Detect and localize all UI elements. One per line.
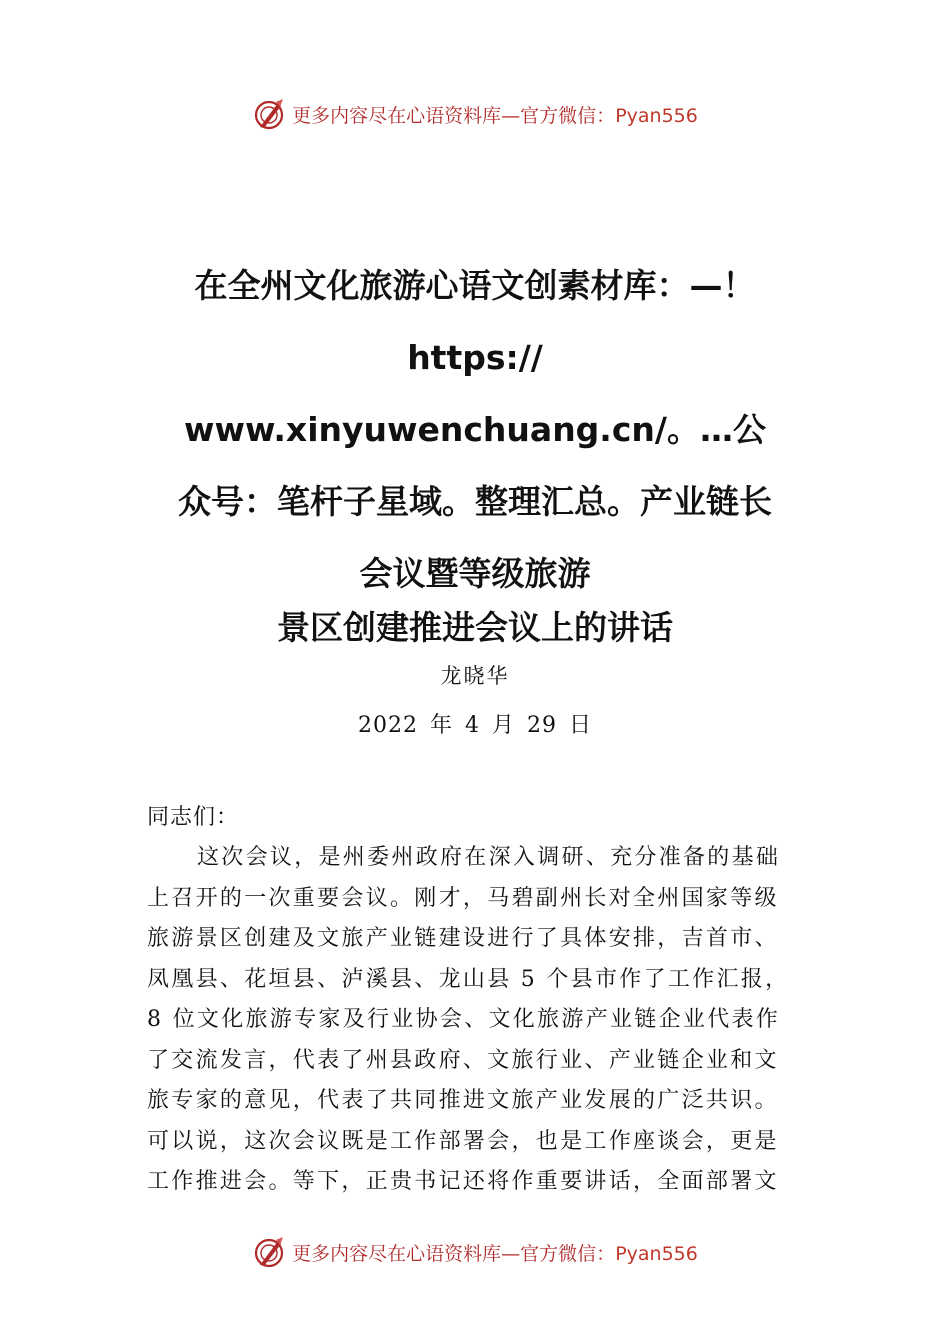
body-line: 8 位文化旅游专家及行业协会、文化旅游产业链企业代表作 xyxy=(147,1007,781,1032)
quill-seal-icon xyxy=(252,1235,286,1269)
title-line: www.xinyuwenchuang.cn/。…公 xyxy=(184,410,766,449)
banner-wechat-account: Pyan556 xyxy=(615,104,698,127)
banner-wechat-account: Pyan556 xyxy=(615,1242,698,1265)
title-line: https:// xyxy=(407,338,543,377)
quill-seal-icon xyxy=(252,97,286,131)
title-line: 会议暨等级旅游 xyxy=(359,554,591,593)
speech-date: 2022 年 4 月 29 日 xyxy=(358,713,592,738)
banner-text xyxy=(292,1239,698,1266)
banner-separator: — xyxy=(501,104,521,127)
speech-body xyxy=(147,838,807,1203)
banner-separator: — xyxy=(501,1242,521,1265)
banner-wechat-label: 官方微信： xyxy=(520,1242,616,1265)
banner-text xyxy=(292,101,698,128)
body-line: 凤凰县、花垣县、泸溪县、龙山县 5 个县市作了工作汇报， xyxy=(147,966,790,992)
body-line: 旅专家的意见，代表了共同推进文旅产业发展的广泛共识。 xyxy=(147,1088,779,1113)
salutation: 同志们： xyxy=(147,805,240,830)
body-line: 工作推进会。等下，正贵书记还将作重要讲话，全面部署文 xyxy=(147,1169,779,1194)
body-line: 上召开的一次重要会议。刚才，马碧副州长对全州国家等级 xyxy=(147,885,779,911)
title-line: 景区创建推进会议上的讲话 xyxy=(277,608,673,647)
author-name: 龙晓华 xyxy=(440,664,510,688)
body-line: 了交流发言，代表了州县政府、文旅行业、产业链企业和文 xyxy=(147,1047,779,1073)
body-line: 这次会议，是州委州政府在深入调研、充分准备的基础 xyxy=(197,845,781,870)
document-title xyxy=(120,258,830,646)
header-banner xyxy=(0,94,950,134)
banner-wechat-label: 官方微信： xyxy=(520,104,616,127)
title-line: 众号：笔杆子星域。整理汇总。产业链长 xyxy=(178,482,772,521)
banner-brand: 更多内容尽在心语资料库 xyxy=(292,1242,502,1265)
title-line: 在全州文化旅游心语文创素材库：—！ xyxy=(194,266,756,305)
body-line: 旅游景区创建及文旅产业链建设进行了具体安排，吉首市、 xyxy=(147,926,779,951)
banner-brand: 更多内容尽在心语资料库 xyxy=(292,104,502,127)
footer-banner xyxy=(0,1232,950,1272)
body-line: 可以说，这次会议既是工作部署会，也是工作座谈会，更是 xyxy=(147,1128,779,1154)
